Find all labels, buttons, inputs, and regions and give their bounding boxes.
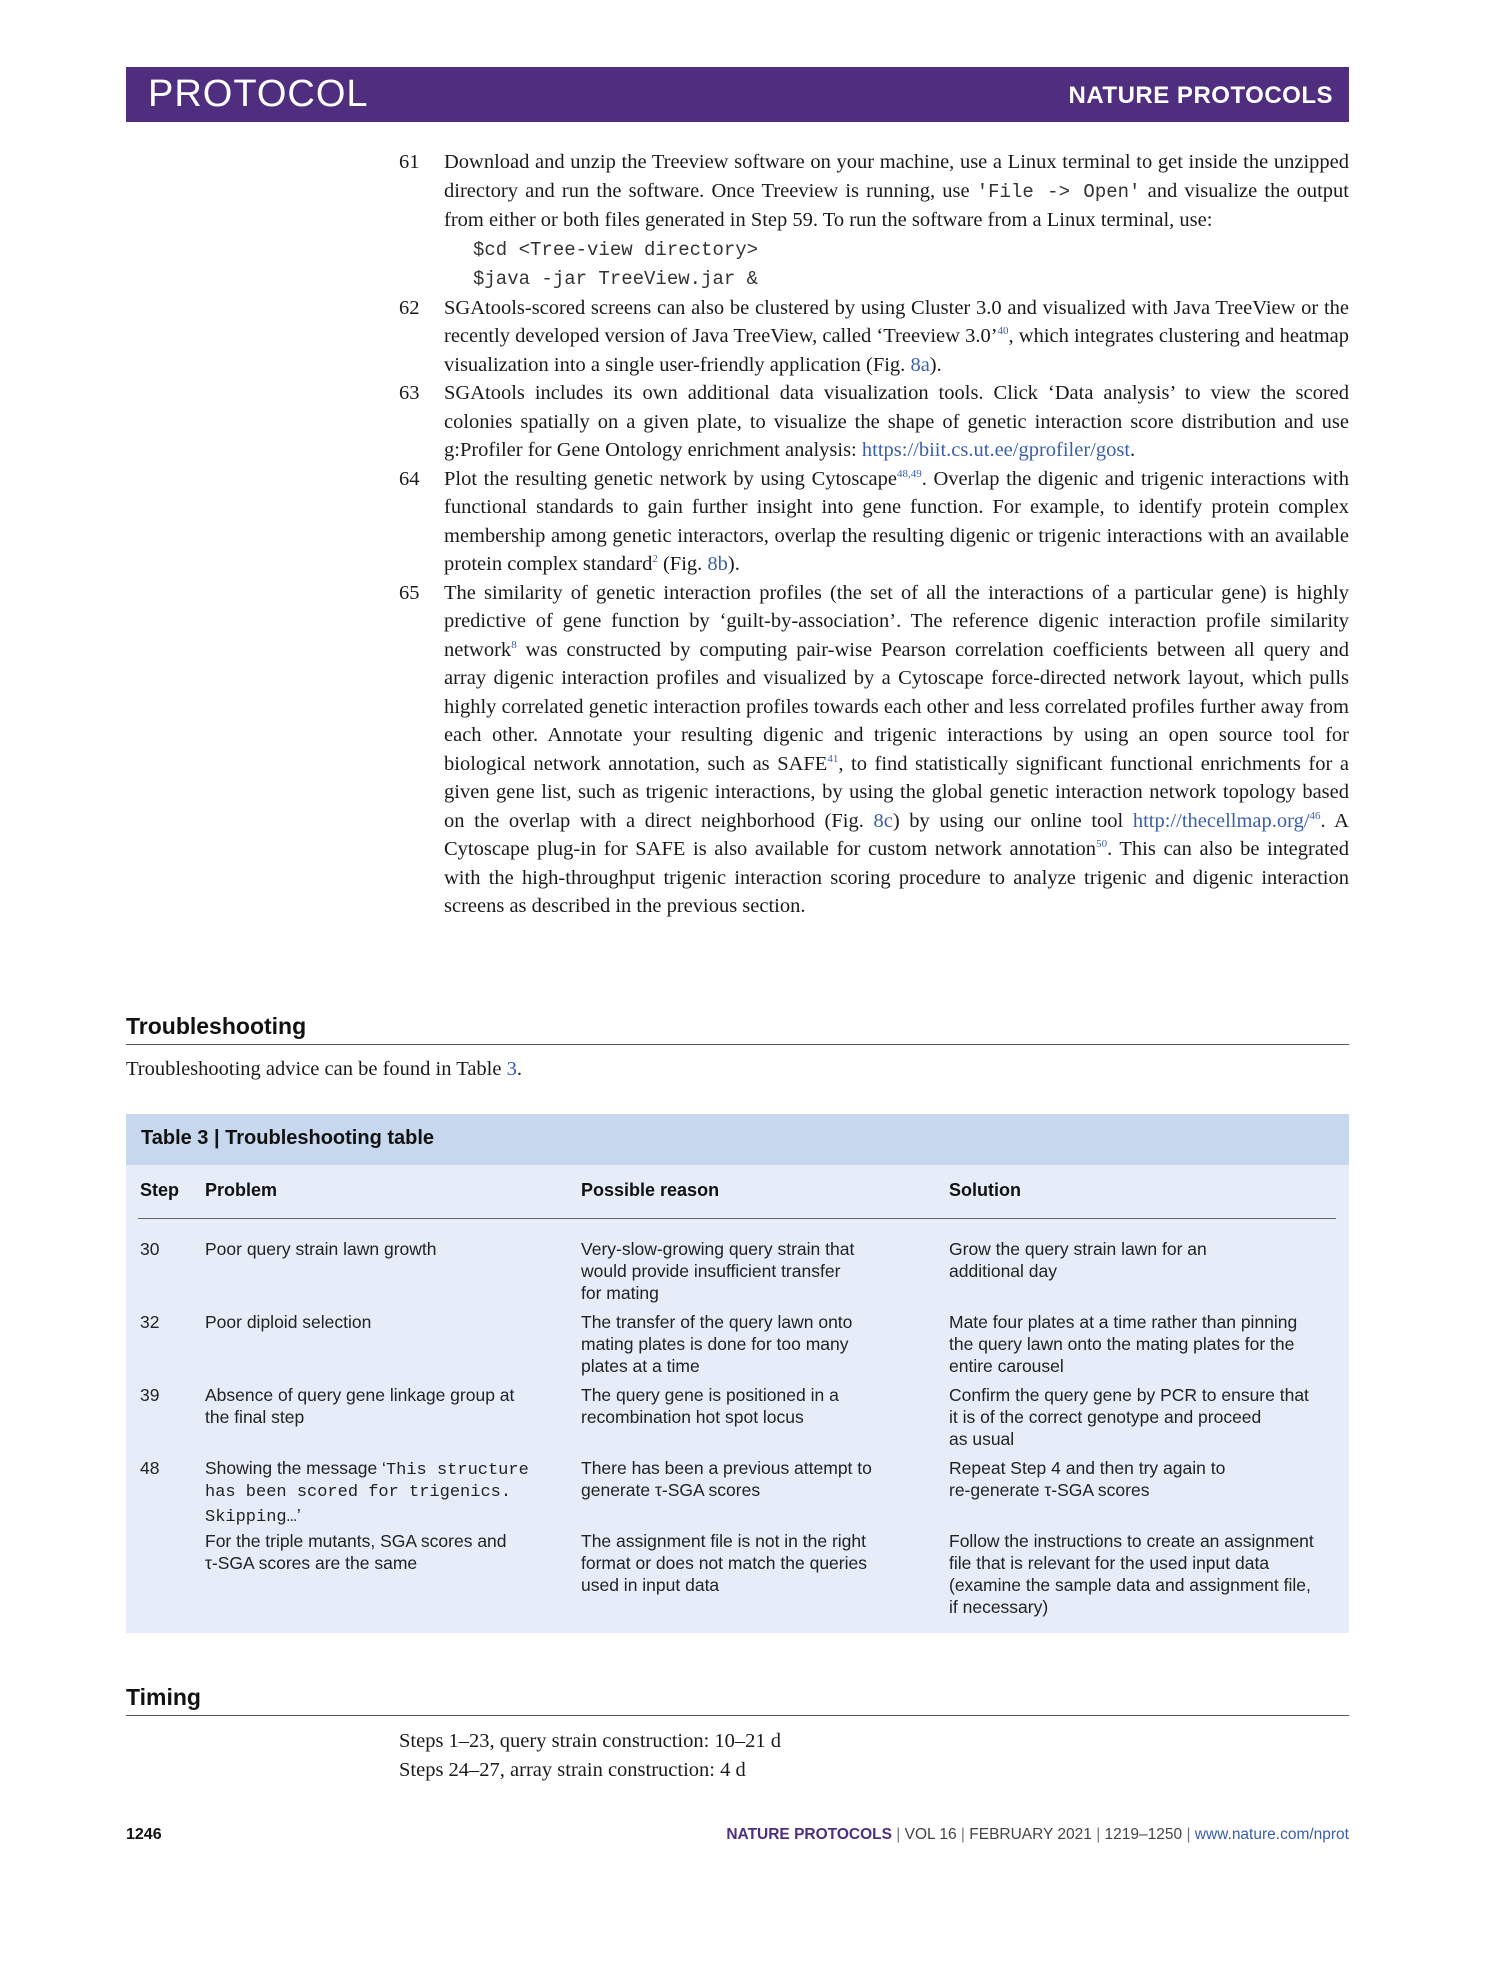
cell-line: For the triple mutants, SGA scores and xyxy=(205,1531,507,1551)
cell-line: There has been a previous attempt to xyxy=(581,1458,872,1478)
cell-line: for mating xyxy=(581,1283,659,1303)
cell-line: Follow the instructions to create an assignment xyxy=(949,1531,1314,1551)
reference-link[interactable]: 48,49 xyxy=(896,467,922,480)
cell-line: The transfer of the query lawn onto xyxy=(581,1312,853,1332)
cell-line: The assignment file is not in the right xyxy=(581,1531,867,1551)
cell-line: Poor query strain lawn growth xyxy=(205,1239,437,1259)
cell-problem xyxy=(205,1311,371,1333)
citation-footer: NATURE PROTOCOLS | VOL 16 | FEBRUARY 2021 | 1219–1250 | www.nature.com/nprot xyxy=(726,1826,1349,1843)
cell-line: Repeat Step 4 and then try again to xyxy=(949,1458,1226,1478)
cell-line: as usual xyxy=(949,1429,1015,1449)
step-62 xyxy=(399,294,1349,380)
cell-problem xyxy=(205,1384,514,1428)
cell-reason xyxy=(581,1238,854,1304)
table-title: Table 3 | Troubleshooting table xyxy=(141,1127,435,1149)
step-text: was constructed by computing pair-wise Pearson correlation coefficients between all query and array digenic interaction profiles and visualized by a Cytoscape force-directed network layout, which pulls highly correlated genetic interaction profiles towards each other and less correlated profiles further away from each other. Annotate your resulting digenic and trigenic interactions by using an open source tool for biological network annotation, such as SAFE xyxy=(444,638,1349,775)
reference-link[interactable]: 8 xyxy=(511,638,517,651)
step-text: . xyxy=(1130,439,1136,461)
cell-line: file that is relevant for the used input data xyxy=(949,1553,1270,1573)
footer-journal: NATURE PROTOCOLS xyxy=(726,1826,892,1843)
figure-link[interactable]: 8a xyxy=(910,353,930,376)
reference-link[interactable]: 50 xyxy=(1096,838,1108,851)
step-text: , to find statistically significant functional enrichments for a given gene list, such as trigenic interactions, by using the global genetic interaction network topology based on the overlap with a direct neighborhood (Fig. xyxy=(444,752,1349,832)
procedure-steps xyxy=(399,148,1349,921)
cell-line: Absence of query gene linkage group at xyxy=(205,1385,515,1405)
cell-reason xyxy=(581,1311,852,1377)
troubleshooting-table xyxy=(126,1114,1349,1633)
timing-list xyxy=(399,1727,781,1785)
troubleshooting-heading: Troubleshooting xyxy=(126,1013,1349,1045)
step-text: The similarity of genetic interaction profiles (the set of all the interactions of a particular gene) is highly predictive of gene function by ‘guilt-by-association’. The reference digenic interaction profile similarity network xyxy=(444,581,1349,661)
cell-line: Grow the query strain lawn for an xyxy=(949,1239,1207,1259)
step-text: SGAtools-scored screens can also be clustered by using Cluster 3.0 and visualized with Java TreeView or the recently developed version of Java TreeView, called ‘Treeview 3.0’ xyxy=(444,296,1349,347)
message-code: Skipping… xyxy=(205,1508,297,1527)
figure-link[interactable]: 8c xyxy=(873,809,893,832)
command-line-1 xyxy=(444,235,1349,265)
cell-reason xyxy=(581,1457,872,1501)
inline-code: 'File -> Open' xyxy=(976,180,1141,203)
cell-line: Confirm the query gene by PCR to ensure that xyxy=(949,1385,1309,1405)
cell-reason xyxy=(581,1384,839,1428)
cell-line: (examine the sample data and assignment file, xyxy=(949,1575,1311,1595)
cell-solution xyxy=(949,1530,1314,1618)
reference-link[interactable]: 46 xyxy=(1309,809,1321,822)
cell-line: recombination hot spot locus xyxy=(581,1407,804,1427)
step-text: and visualize the output from either or both files generated in Step 59. To run the software from a Linux terminal, use: xyxy=(444,179,1349,231)
step-text: , which integrates clustering and heatmap visualization into a single user-friendly application (Fig. xyxy=(444,325,1350,376)
step-text: Download and unzip the Treeview software on your machine, use a Linux terminal to get inside the unzipped directory and run the software. Once Treeview is running, use xyxy=(444,151,1349,202)
step-number: 65 xyxy=(399,581,420,604)
step-text: . This can also be integrated with the high-throughput trigenic interaction scoring procedure to analyze trigenic and digenic interaction screens as described in the previous section. xyxy=(444,838,1349,917)
footer-url-link[interactable]: www.nature.com/nprot xyxy=(1194,1826,1349,1843)
reference-link[interactable]: 40 xyxy=(997,325,1009,338)
step-number: 61 xyxy=(399,151,420,173)
cell-solution xyxy=(949,1384,1309,1450)
cell-line: The query gene is positioned in a xyxy=(581,1385,839,1405)
cell-line: Mate four plates at a time rather than pinning xyxy=(949,1312,1298,1332)
command-line-2 xyxy=(444,264,1349,294)
cell-problem xyxy=(205,1457,529,1529)
message-code: This structure xyxy=(385,1461,529,1480)
step-text: Plot the resulting genetic network by using Cytoscape xyxy=(444,467,897,490)
cell-problem xyxy=(205,1238,437,1260)
cell-step: 32 xyxy=(140,1312,160,1332)
command-text: $java -jar TreeView.jar & xyxy=(473,268,759,290)
column-header-problem: Problem xyxy=(205,1180,278,1200)
intro-text: Troubleshooting advice can be found in Table xyxy=(126,1058,507,1080)
cell-line: used in input data xyxy=(581,1575,720,1595)
timing-heading: Timing xyxy=(126,1684,1349,1716)
column-header-step: Step xyxy=(140,1180,180,1200)
step-number: 62 xyxy=(399,296,420,319)
message-suffix: ’ xyxy=(296,1505,301,1525)
cell-step: 39 xyxy=(140,1385,160,1405)
journal-name-label: NATURE PROTOCOLS xyxy=(1068,82,1333,109)
cell-solution xyxy=(949,1457,1225,1501)
cell-line: Very-slow-growing query strain that xyxy=(581,1239,855,1259)
cell-solution xyxy=(949,1311,1297,1377)
intro-text: . xyxy=(516,1058,522,1080)
timing-line: Steps 24–27, array strain construction: 4 d xyxy=(399,1759,746,1781)
timing-line: Steps 1–23, query strain construction: 10–21 d xyxy=(399,1730,782,1752)
cell-line: generate τ-SGA scores xyxy=(581,1480,761,1500)
step-text: ). xyxy=(929,353,942,376)
journal-header-band xyxy=(126,67,1349,122)
cell-line: format or does not match the queries xyxy=(581,1553,867,1573)
troubleshooting-intro xyxy=(126,1058,522,1081)
footer-date: FEBRUARY 2021 xyxy=(969,1826,1092,1843)
article-type-label: PROTOCOL xyxy=(148,73,369,115)
cell-line xyxy=(205,1504,529,1529)
footer-pages: 1219–1250 xyxy=(1104,1826,1183,1843)
footer-volume: VOL 16 xyxy=(904,1826,957,1843)
cell-line: plates at a time xyxy=(581,1356,700,1376)
step-64 xyxy=(399,465,1349,579)
step-number: 64 xyxy=(399,467,420,490)
cell-step: 30 xyxy=(140,1239,160,1259)
gprofiler-url-link[interactable]: https://biit.cs.ut.ee/gprofiler/gost xyxy=(861,439,1131,461)
table-title-bar xyxy=(126,1114,1349,1165)
cell-line: the query lawn onto the mating plates for the xyxy=(949,1334,1295,1354)
cell-reason xyxy=(581,1530,867,1596)
header-divider xyxy=(138,1218,1336,1219)
page-number: 1246 xyxy=(126,1826,162,1843)
cell-line: if necessary) xyxy=(949,1597,1049,1617)
step-number: 63 xyxy=(399,382,420,404)
cell-line: the final step xyxy=(205,1407,305,1427)
cell-line: entire carousel xyxy=(949,1356,1064,1376)
table-link[interactable]: 3 xyxy=(506,1058,517,1080)
message-prefix: Showing the message ‘ xyxy=(205,1458,386,1478)
step-text: (Fig. xyxy=(657,553,708,575)
column-header-reason: Possible reason xyxy=(581,1180,720,1200)
step-text: . A Cytoscape plug-in for SAFE is also available for custom network annotation xyxy=(444,809,1349,860)
step-text: SGAtools includes its own additional data visualization tools. Click ‘Data analysis’ to view the scored colonies spatially on a given plate, to visualize the shape of genetic interaction score distribution and use g:Profiler for Gene Ontology enrichment analysis: xyxy=(444,382,1349,461)
step-text: ) by using our online tool xyxy=(892,809,1133,832)
thecellmap-url-link[interactable]: http://thecellmap.org/ xyxy=(1132,809,1310,832)
cell-line xyxy=(205,1457,529,1482)
cell-line: it is of the correct genotype and proceed xyxy=(949,1407,1262,1427)
reference-link[interactable]: 41 xyxy=(827,752,839,765)
cell-line: τ-SGA scores are the same xyxy=(205,1553,418,1573)
cell-line: mating plates is done for too many xyxy=(581,1334,849,1354)
cell-solution xyxy=(949,1238,1207,1282)
step-text: . Overlap the digenic and trigenic interactions with functional standards to gain further insight into gene function. For example, to identify protein complex membership among genetic interactors, overlap the resulting digenic or trigenic interactions with an available protein complex standard xyxy=(444,467,1349,575)
command-text: $cd <Tree-view directory> xyxy=(473,238,759,261)
step-63 xyxy=(399,379,1349,465)
column-header-solution: Solution xyxy=(949,1180,1021,1200)
cell-line: re-generate τ-SGA scores xyxy=(949,1480,1150,1500)
step-61 xyxy=(399,148,1349,294)
cell-problem xyxy=(205,1530,507,1574)
cell-line: additional day xyxy=(949,1261,1057,1281)
step-65 xyxy=(399,579,1349,921)
message-code: has been scored for trigenics. xyxy=(205,1483,512,1502)
cell-step: 48 xyxy=(140,1458,160,1478)
cell-line: would provide insufficient transfer xyxy=(581,1261,841,1281)
step-text: ). xyxy=(727,553,740,575)
figure-link[interactable]: 8b xyxy=(707,553,728,575)
reference-link[interactable]: 2 xyxy=(652,553,658,566)
cell-line: Poor diploid selection xyxy=(205,1312,372,1332)
